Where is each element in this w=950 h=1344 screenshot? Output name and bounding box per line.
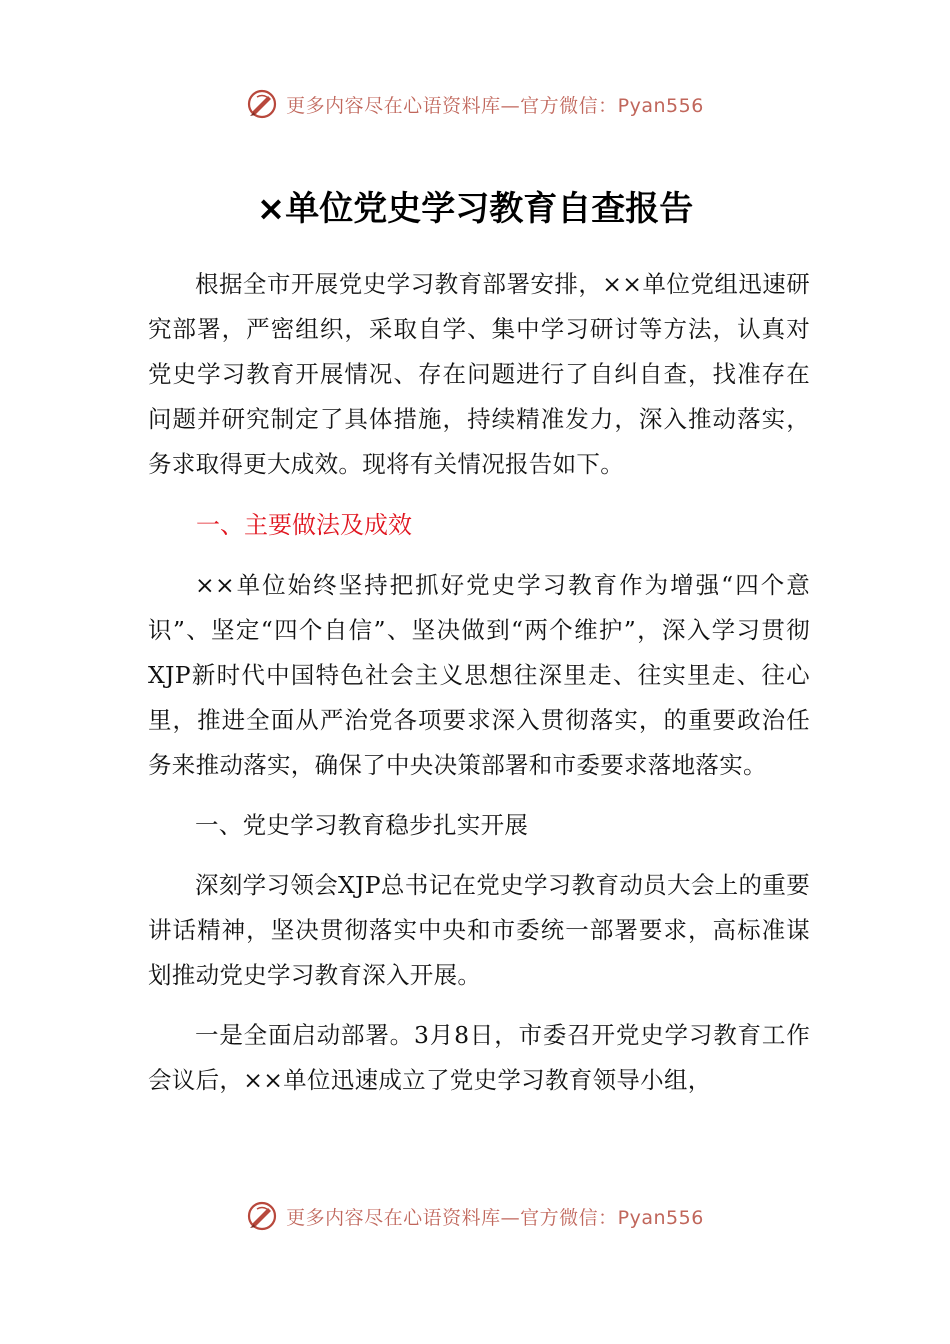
watermark-footer [0,1196,950,1236]
document-body [148,262,810,1103]
paragraph-study-speech: 深刻学习领会XJP总书记在党史学习教育动员大会上的重要讲话精神，坚决贯彻落实中央和市委统一部署要求，高标准谋划推动党史学习教育深入开展。 [148,871,810,989]
watermark-text: 更多内容尽在心语资料库—官方微信：Pyan556 [286,94,704,117]
intro-paragraph: 根据全市开展党史学习教育部署安排，××单位党组迅速研究部署，严密组织，采取自学、集中学习研讨等方法，认真对党史学习教育开展情况、存在问题进行了自纠自查，找准存在问题并研究制定了具体措施，持续精准发力，深入推动落实，务求取得更大成效。现将有关情况报告如下。 [148,270,810,478]
watermark-text: 更多内容尽在心语资料库—官方微信：Pyan556 [286,1206,704,1229]
watermark-id: Pyan556 [617,1206,704,1229]
pen-badge-icon [246,1200,278,1232]
section-heading-main-practices: 一、主要做法及成效 [196,511,412,539]
paragraph-full-launch: 一是全面启动部署。3月8日，市委召开党史学习教育工作会议后，××单位迅速成立了党史学习教育领导小组， [148,1021,810,1094]
document-title: ×单位党史学习教育自查报告 [256,189,694,229]
pen-badge-icon [246,88,278,120]
watermark-header [0,84,950,124]
section1-paragraph: ××单位始终坚持把抓好党史学习教育作为增强“四个意识”、坚定“四个自信”、坚决做到“两个维护”，深入学习贯彻XJP新时代中国特色社会主义思想往深里走、往实里走、往心里，推进全面从严治党各项要求深入贯彻落实，的重要政治任务来推动落实，确保了中央决策部署和市委要求落地落实。 [148,571,810,779]
watermark-id: Pyan556 [617,94,704,117]
subheading-steady-progress: 一、党史学习教育稳步扎实开展 [195,811,529,839]
